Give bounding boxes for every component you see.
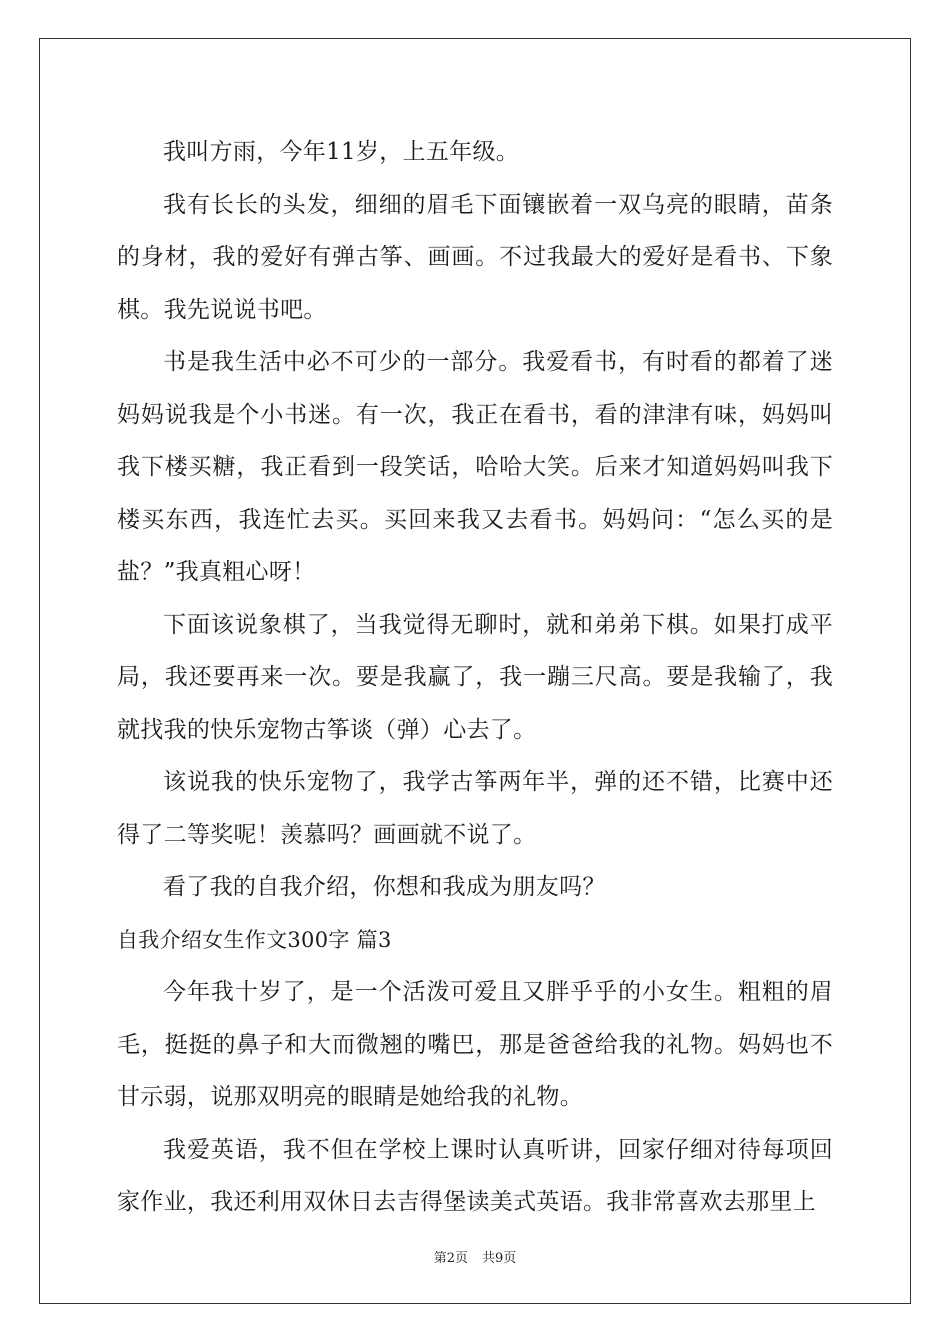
paragraph: 该说我的快乐宠物了，我学古筝两年半，弹的还不错，比赛中还得了二等奖呢！羡慕吗？画画就不说了。 [117, 769, 833, 848]
paragraph: 我叫方雨，今年11岁，上五年级。 [163, 139, 520, 165]
paragraph: 我爱英语，我不但在学校上课时认真听讲，回家仔细对待每项回家作业，我还利用双休日去吉得堡读美式英语。我非常喜欢去那里上 [117, 1136, 833, 1215]
page-footer [0, 1247, 950, 1266]
paragraph: 看了我的自我介绍，你想和我成为朋友吗？ [163, 874, 606, 900]
document-body [117, 126, 833, 1229]
paragraph: 今年我十岁了，是一个活泼可爱且又胖乎乎的小女生。粗粗的眉毛，挺挺的鼻子和大而微翘的嘴巴，那是爸爸给我的礼物。妈妈也不甘示弱，说那双明亮的眼睛是她给我的礼物。 [117, 979, 833, 1110]
paragraph: 书是我生活中必不可少的一部分。我爱看书，有时看的都着了迷妈妈说我是个小书迷。有一次，我正在看书，看的津津有味，妈妈叫我下楼买糖，我正看到一段笑话，哈哈大笑。后来才知道妈妈叫我下楼买东西，我连忙去买。买回来我又去看书。妈妈问：“怎么买的是盐？”我真粗心呀！ [117, 349, 833, 585]
paragraph: 下面该说象棋了，当我觉得无聊时，就和弟弟下棋。如果打成平局，我还要再来一次。要是我赢了，我一蹦三尺高。要是我输了，我就找我的快乐宠物古筝谈（弹）心去了。 [117, 611, 833, 743]
paragraph: 我有长长的头发，细细的眉毛下面镶嵌着一双乌亮的眼睛，苗条的身材，我的爱好有弹古筝、画画。不过我最大的爱好是看书、下象棋。我先说说书吧。 [117, 191, 833, 323]
page-total: 共9页 [482, 1251, 517, 1266]
page-number: 第2页 [433, 1251, 468, 1266]
section-heading: 自我介绍女生作文300字 篇3 [117, 927, 392, 952]
